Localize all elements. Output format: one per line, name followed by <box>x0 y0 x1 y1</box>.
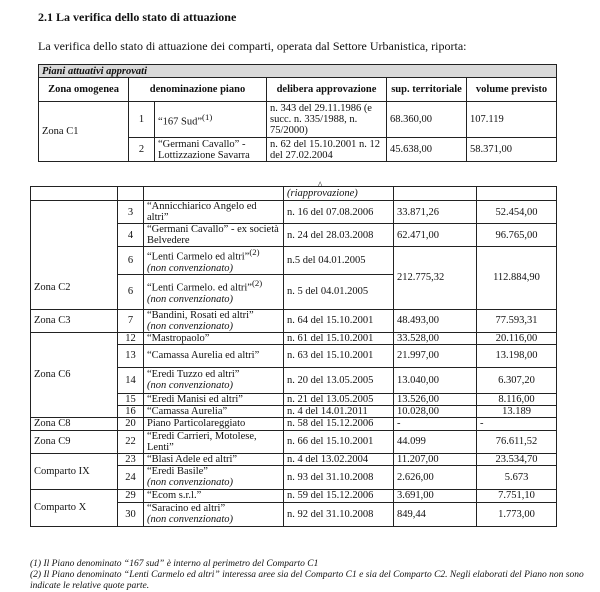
zone-cell: Zona C1 <box>39 102 129 162</box>
area-cell: 62.471,00 <box>394 224 477 247</box>
plan-name: “Mastropaolo” <box>144 332 284 344</box>
delibera-cell: n. 62 del 15.10.2001 n. 12 del 27.02.2004 <box>267 138 387 162</box>
volume-cell: 112.884,90 <box>477 247 557 310</box>
volume-cell: 13.198,00 <box>477 344 557 367</box>
volume-cell: 77.593,31 <box>477 309 557 332</box>
delibera-cell: n. 59 del 15.12.2006 <box>284 489 394 502</box>
area-cell <box>394 187 477 201</box>
row-number: 2 <box>129 138 155 162</box>
header-delibera: delibera approvazione <box>267 78 387 102</box>
plan-name-text: “Eredi Basile” <box>147 466 208 477</box>
footnote-mark: (2) <box>251 278 263 289</box>
volume-cell: 96.765,00 <box>477 224 557 247</box>
plan-name: “Eredi Carrieri, Motolese, Lenti” <box>144 430 284 453</box>
zone-cell: Comparto X <box>31 489 118 526</box>
convention-note: (non convenzionato) <box>147 293 234 305</box>
volume-cell: - <box>477 417 557 430</box>
approved-plans-table-continued <box>30 186 557 527</box>
table-row <box>31 453 557 465</box>
table-row <box>31 309 557 332</box>
row-number: 13 <box>118 344 144 367</box>
delibera-cell: n.5 del 04.01.2005 <box>284 247 394 275</box>
delibera-cell: n. 61 del 15.10.2001 <box>284 332 394 344</box>
plan-name-text: “Eredi Tuzzo ed altri” <box>147 369 240 380</box>
row-number <box>118 187 144 201</box>
row-number: 6 <box>118 247 144 275</box>
volume-cell: 13.189 <box>477 405 557 417</box>
zone-cell: Zona C8 <box>31 417 118 430</box>
delibera-cell: n. 92 del 31.10.2008 <box>284 502 394 526</box>
row-number: 4 <box>118 224 144 247</box>
delibera-cell: n. 4 del 14.01.2011 <box>284 405 394 417</box>
row-number: 30 <box>118 502 144 526</box>
volume-cell: 5.673 <box>477 465 557 489</box>
row-number: 12 <box>118 332 144 344</box>
convention-note: (non convenzionato) <box>147 380 234 391</box>
area-cell: 48.493,00 <box>394 309 477 332</box>
plan-name: “Annicchiarico Angelo ed altri” <box>144 201 284 224</box>
area-cell: 13.040,00 <box>394 367 477 393</box>
volume-cell: 52.454,00 <box>477 201 557 224</box>
footnotes <box>30 559 590 592</box>
volume-cell: 6.307,20 <box>477 367 557 393</box>
table-row <box>31 187 557 201</box>
plan-name-text: “Bandini, Rosati ed altri” <box>147 309 254 321</box>
riapprovazione-note: (riapprovazione) <box>284 187 394 201</box>
row-number: 24 <box>118 465 144 489</box>
volume-cell: 1.773,00 <box>477 502 557 526</box>
delibera-cell: n. 20 del 13.05.2005 <box>284 367 394 393</box>
delibera-cell: n. 93 del 31.10.2008 <box>284 465 394 489</box>
plan-name: “Eredi Manisi ed altri” <box>144 393 284 405</box>
footnote-2: (2) Il Piano denominato “Lenti Carmelo ed altri” interessa aree sia del Comparto C1 e sia del Comparto C2. Negli elaborati del Piano non sono indicate le relative quote parte. <box>30 570 584 591</box>
plan-name <box>155 102 267 138</box>
delibera-cell: n. 16 del 07.08.2006 <box>284 201 394 224</box>
plan-name <box>144 247 284 275</box>
plan-name: “Camassa Aurelia ed altri” <box>144 344 284 367</box>
area-cell: 33.871,26 <box>394 201 477 224</box>
plan-name-text: “Lenti Carmelo. ed altri” <box>147 282 252 294</box>
footnote-mark: (2) <box>249 247 260 257</box>
area-cell: 13.526,00 <box>394 393 477 405</box>
delibera-cell: n. 343 del 29.11.1986 (e succ. n. 335/1988, n. 75/2000) <box>267 102 387 138</box>
convention-note: (non convenzionato) <box>147 262 234 274</box>
section-heading: 2.1 La verifica dello stato di attuazione <box>38 10 237 24</box>
delibera-cell: n. 64 del 15.10.2001 <box>284 309 394 332</box>
row-number: 3 <box>118 201 144 224</box>
row-number: 20 <box>118 417 144 430</box>
zone-cell: Comparto IX <box>31 453 118 489</box>
area-cell: 849,44 <box>394 502 477 526</box>
table-row <box>31 430 557 453</box>
row-number: 23 <box>118 453 144 465</box>
row-number: 6 <box>118 274 144 309</box>
convention-note: (non convenzionato) <box>147 514 234 525</box>
convention-note: (non convenzionato) <box>147 477 234 488</box>
plan-name: “Blasi Adele ed altri” <box>144 453 284 465</box>
row-number: 29 <box>118 489 144 502</box>
area-cell: 21.997,00 <box>394 344 477 367</box>
delibera-cell: n. 63 del 15.10.2001 <box>284 344 394 367</box>
footnote-mark: (1) <box>202 111 213 122</box>
table-row <box>31 201 557 224</box>
area-cell: 10.028,00 <box>394 405 477 417</box>
row-number: 7 <box>118 309 144 332</box>
table-header-row <box>39 78 557 102</box>
row-number: 22 <box>118 430 144 453</box>
plan-name-text: “Lenti Carmelo ed altri” <box>147 251 250 263</box>
delibera-cell: n. 5 del 04.01.2005 <box>284 274 394 309</box>
delibera-cell: n. 58 del 15.12.2006 <box>284 417 394 430</box>
plan-name: Piano Particolareggiato <box>144 417 284 430</box>
area-cell: - <box>394 417 477 430</box>
delibera-cell: n. 66 del 15.10.2001 <box>284 430 394 453</box>
plan-name <box>144 309 284 332</box>
plan-name: “Camassa Aurelia” <box>144 405 284 417</box>
zone-cell: Zona C6 <box>31 332 118 417</box>
row-number: 1 <box>129 102 155 138</box>
plan-name <box>144 502 284 526</box>
area-cell: 45.638,00 <box>387 138 467 162</box>
delibera-cell: n. 21 del 13.05.2005 <box>284 393 394 405</box>
caret-mark: ^ <box>318 180 323 190</box>
convention-note: (non convenzionato) <box>147 320 234 332</box>
table-row <box>31 417 557 430</box>
area-cell: 2.626,00 <box>394 465 477 489</box>
volume-cell <box>477 187 557 201</box>
area-cell: 44.099 <box>394 430 477 453</box>
plan-name <box>144 367 284 393</box>
plan-name: “Ecom s.r.l.” <box>144 489 284 502</box>
table-title-row <box>39 65 557 78</box>
area-cell: 212.775,32 <box>394 247 477 310</box>
row-number: 14 <box>118 367 144 393</box>
header-denominazione: denominazione piano <box>129 78 267 102</box>
volume-cell: 76.611,52 <box>477 430 557 453</box>
plan-name: “Germani Cavallo” - Lottizzazione Savarra <box>155 138 267 162</box>
plan-name-text: “Saracino ed altri” <box>147 503 226 514</box>
area-cell: 33.528,00 <box>394 332 477 344</box>
delibera-cell: n. 24 del 28.03.2008 <box>284 224 394 247</box>
plan-name <box>144 465 284 489</box>
zone-cell: Zona C9 <box>31 430 118 453</box>
table-row <box>39 102 557 138</box>
volume-cell: 107.119 <box>467 102 557 138</box>
footnote-1: (1) Il Piano denominato “167 sud” è interno al perimetro del Comparto C1 <box>30 559 319 569</box>
delibera-cell: n. 4 del 13.02.2004 <box>284 453 394 465</box>
area-cell: 11.207,00 <box>394 453 477 465</box>
zone-cell <box>31 187 118 201</box>
intro-paragraph: La verifica dello stato di attuazione dei comparti, operata dal Settore Urbanistica, riporta: <box>38 39 467 53</box>
plan-name: “Germani Cavallo” - ex società Belvedere <box>144 224 284 247</box>
row-number: 16 <box>118 405 144 417</box>
volume-cell: 8.116,00 <box>477 393 557 405</box>
volume-cell: 58.371,00 <box>467 138 557 162</box>
plan-name <box>144 274 284 309</box>
header-sup: sup. territoriale <box>387 78 467 102</box>
table-row <box>31 489 557 502</box>
volume-cell: 23.534,70 <box>477 453 557 465</box>
table-title: Piani attuativi approvati <box>39 65 557 78</box>
plan-name <box>144 187 284 201</box>
volume-cell: 7.751,10 <box>477 489 557 502</box>
plan-name-text: “167 Sud” <box>158 116 203 128</box>
header-zona: Zona omogenea <box>39 78 129 102</box>
zone-cell: Zona C3 <box>31 309 118 332</box>
row-number: 15 <box>118 393 144 405</box>
area-cell: 3.691,00 <box>394 489 477 502</box>
zone-cell: Zona C2 <box>31 201 118 310</box>
volume-cell: 20.116,00 <box>477 332 557 344</box>
header-volume: volume previsto <box>467 78 557 102</box>
table-row <box>31 332 557 344</box>
area-cell: 68.360,00 <box>387 102 467 138</box>
approved-plans-table-top <box>38 64 557 162</box>
